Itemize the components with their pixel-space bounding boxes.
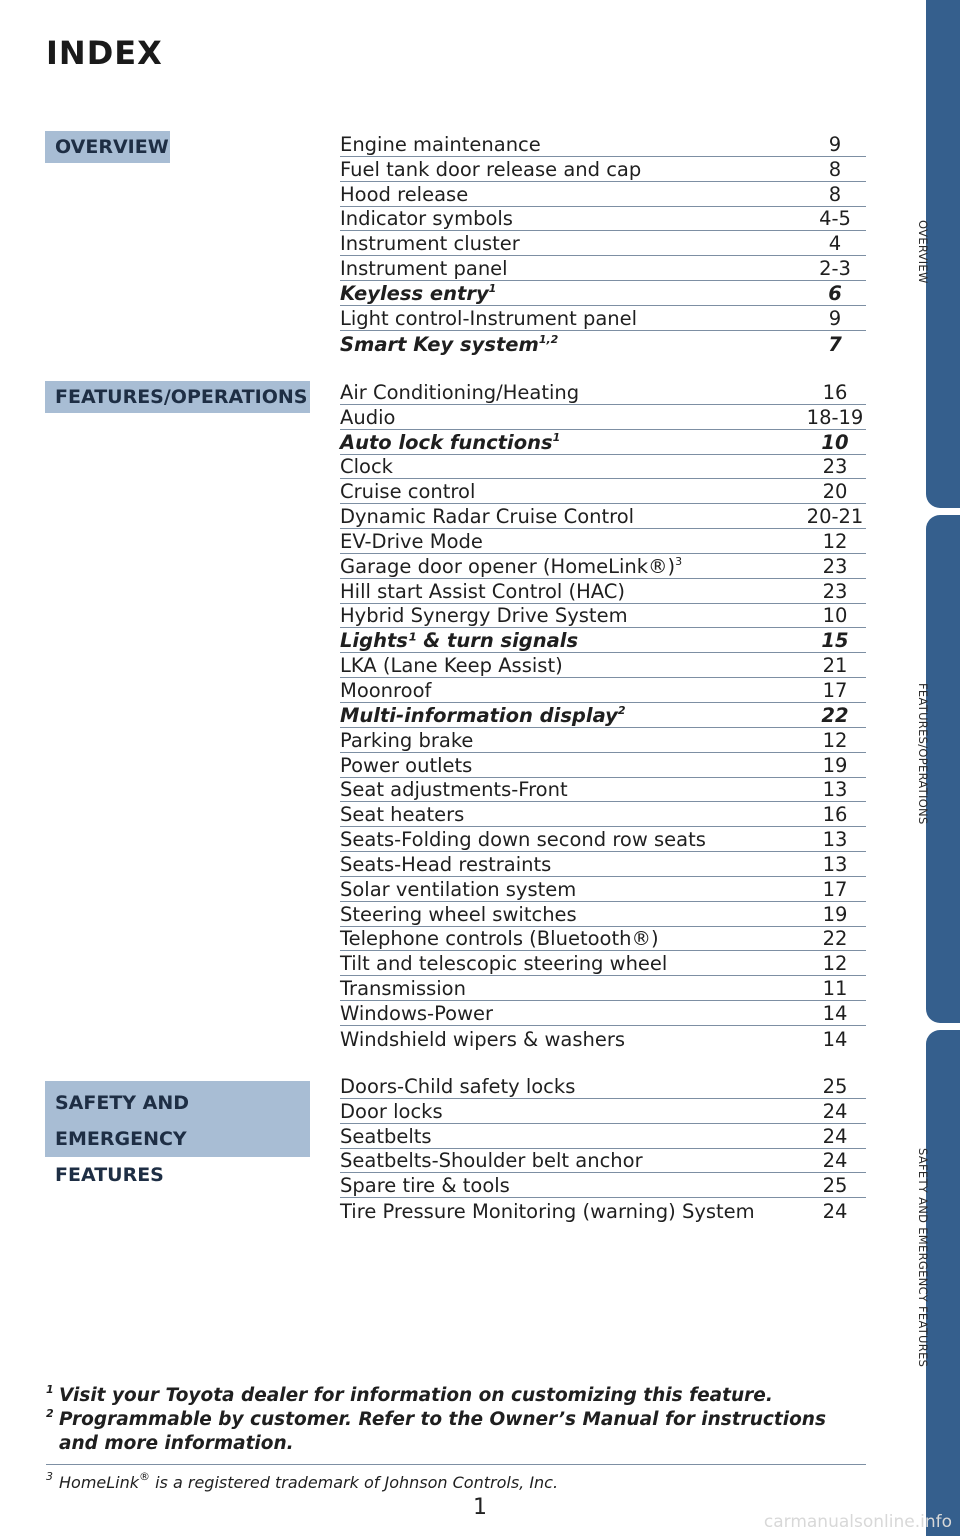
- index-entry: [340, 802, 866, 827]
- entry-label: [340, 927, 659, 950]
- entry-page-number: 12: [822, 952, 848, 976]
- entry-label: [340, 1174, 510, 1197]
- footnotes: [46, 1384, 870, 1495]
- entry-label: [340, 257, 508, 280]
- entry-page-number: 19: [822, 902, 848, 926]
- entry-page-number: 23: [822, 455, 848, 479]
- entry-text: Hood release: [340, 182, 469, 206]
- entry-text: LKA (Lane Keep Assist): [340, 654, 563, 678]
- entry-label: [340, 431, 560, 454]
- index-entry: [340, 430, 866, 455]
- index-entry: [340, 951, 866, 976]
- entry-text: Power outlets: [340, 753, 473, 777]
- footnote-number: 1: [46, 1383, 54, 1396]
- index-entry: [340, 1074, 866, 1099]
- entry-label: [340, 803, 464, 826]
- index-entry: [340, 703, 866, 728]
- index-entry: [340, 256, 866, 281]
- entry-text: Seat heaters: [340, 803, 465, 827]
- index-entry: [340, 1001, 866, 1026]
- entry-label: [340, 207, 513, 230]
- index-entry: [340, 653, 866, 678]
- page-title: INDEX: [46, 34, 163, 72]
- index-entry: [340, 231, 866, 256]
- index-entry: [340, 778, 866, 803]
- entry-page-number: 10: [821, 430, 849, 454]
- side-tab-overview[interactable]: [926, 0, 960, 508]
- entry-page-number: 18-19: [806, 405, 864, 429]
- index-entry: [340, 827, 866, 852]
- entry-label: [340, 828, 706, 851]
- footnote-2: [46, 1408, 870, 1456]
- entry-label: [340, 778, 568, 801]
- entry-page-number: 25: [822, 1074, 848, 1098]
- entry-text: Air Conditioning/Heating: [340, 380, 580, 404]
- entry-page-number: 4-5: [819, 207, 851, 231]
- side-label-safety: SAFETY AND EMERGENCY FEATURES: [916, 1148, 930, 1368]
- entry-label: [340, 555, 682, 578]
- entry-text: Solar ventilation system: [340, 877, 577, 901]
- entry-superscript: 1: [552, 430, 561, 444]
- footnote-text: is a registered trademark of Johnson Controls, Inc.: [150, 1473, 559, 1492]
- footnote-text: Visit your Toyota dealer for information on customizing this feature.: [59, 1385, 773, 1406]
- entry-superscript: 1,2: [538, 332, 559, 346]
- entry-label: [340, 307, 637, 330]
- entry-label: [340, 1002, 493, 1025]
- entry-page-number: 11: [822, 977, 848, 1001]
- index-entry: [340, 976, 866, 1001]
- entry-label: [340, 704, 626, 727]
- entry-label: [340, 1149, 643, 1172]
- side-label-features: FEATURES/OPERATIONS: [916, 683, 930, 825]
- entry-text: Windshield wipers & washers: [340, 1027, 626, 1051]
- entry-text: Seats-Head restraints: [340, 852, 552, 876]
- entry-page-number: 24: [822, 1149, 848, 1173]
- safety-entry-list: [340, 1074, 866, 1223]
- entry-text: Lights¹ & turn signals: [340, 629, 579, 653]
- entry-label: [340, 530, 483, 553]
- index-entry: [340, 1099, 866, 1124]
- index-entry: [340, 479, 866, 504]
- index-entry: [340, 455, 866, 480]
- entry-text: Clock: [340, 455, 393, 479]
- section-label-safety-line1: SAFETY AND: [55, 1092, 190, 1114]
- entry-page-number: 13: [822, 852, 848, 876]
- index-entry: [340, 281, 866, 306]
- entry-page-number: 10: [822, 604, 848, 628]
- registered-mark: ®: [139, 1470, 151, 1483]
- entry-label: [340, 903, 577, 926]
- entry-page-number: 24: [822, 1124, 848, 1148]
- entry-text: Seats-Folding down second row seats: [340, 828, 706, 852]
- index-entry: [340, 1198, 866, 1223]
- entry-page-number: 4: [828, 232, 842, 256]
- entry-text: Door locks: [340, 1099, 443, 1123]
- entry-text: Light control-Instrument panel: [340, 306, 638, 330]
- entry-page-number: 24: [822, 1200, 848, 1224]
- side-tab-safety[interactable]: [926, 1030, 960, 1536]
- entry-label: [340, 878, 576, 901]
- index-entry: [340, 877, 866, 902]
- entry-label: [340, 381, 579, 404]
- entry-text: Indicator symbols: [340, 207, 513, 231]
- entry-text: Keyless entry: [340, 281, 489, 305]
- entry-page-number: 13: [822, 828, 848, 852]
- entry-page-number: 20: [822, 480, 848, 504]
- index-entry: [340, 529, 866, 554]
- entry-page-number: 23: [822, 579, 848, 603]
- entry-text: Telephone controls (Bluetooth®): [340, 927, 659, 951]
- entry-label: [340, 133, 541, 156]
- index-entry: [340, 1026, 866, 1051]
- entry-text: Seatbelts: [340, 1124, 432, 1148]
- entry-label: [340, 505, 634, 528]
- entry-text: Cruise control: [340, 480, 476, 504]
- footnote-number: 2: [46, 1407, 54, 1420]
- entry-label: [340, 629, 578, 652]
- entry-text: Spare tire & tools: [340, 1174, 510, 1198]
- index-entry: [340, 628, 866, 653]
- index-entry: [340, 405, 866, 430]
- entry-label: [340, 654, 563, 677]
- entry-label: [340, 480, 475, 503]
- footnote-brand: HomeLink: [59, 1473, 140, 1492]
- entry-text: Doors-Child safety locks: [340, 1074, 576, 1098]
- entry-text: Instrument cluster: [340, 232, 520, 256]
- index-entry: [340, 604, 866, 629]
- entry-page-number: 2-3: [819, 257, 851, 281]
- entry-label: [340, 282, 496, 305]
- entry-text: Tire Pressure Monitoring (warning) System: [340, 1200, 755, 1224]
- entry-page-number: 22: [822, 927, 848, 951]
- index-entry: [340, 306, 866, 331]
- side-tab-features[interactable]: [926, 515, 960, 1023]
- entry-text: Moonroof: [340, 678, 432, 702]
- footnote-divider: [46, 1464, 866, 1465]
- entry-label: [340, 1100, 443, 1123]
- entry-label: [340, 1200, 755, 1223]
- section-label-features: FEATURES/OPERATIONS: [45, 381, 310, 413]
- entry-text: Steering wheel switches: [340, 902, 577, 926]
- entry-label: [340, 183, 468, 206]
- entry-page-number: 23: [822, 554, 848, 578]
- entry-label: [340, 679, 431, 702]
- index-entry: [340, 927, 866, 952]
- entry-page-number: 12: [822, 728, 848, 752]
- entry-label: [340, 1075, 575, 1098]
- entry-page-number: 16: [822, 803, 848, 827]
- entry-page-number: 14: [822, 1027, 848, 1051]
- index-entry: [340, 902, 866, 927]
- entry-text: Garage door opener (HomeLink®): [340, 554, 676, 578]
- section-label-overview: OVERVIEW: [45, 131, 170, 163]
- index-entry: [340, 1149, 866, 1174]
- entry-text: Seatbelts-Shoulder belt anchor: [340, 1149, 643, 1173]
- index-entry: [340, 331, 866, 356]
- entry-page-number: 6: [828, 281, 842, 305]
- entry-page-number: 14: [822, 1001, 848, 1025]
- entry-text: Seat adjustments-Front: [340, 778, 568, 802]
- index-entry: [340, 182, 866, 207]
- entry-label: [340, 952, 667, 975]
- footnote-3: [46, 1471, 870, 1495]
- entry-text: Auto lock functions: [340, 430, 553, 454]
- entry-page-number: 24: [822, 1099, 848, 1123]
- entry-page-number: 17: [822, 678, 848, 702]
- side-label-overview: OVERVIEW: [916, 220, 930, 284]
- entry-text: Engine maintenance: [340, 132, 541, 156]
- index-entry: [340, 380, 866, 405]
- index-entry: [340, 132, 866, 157]
- section-label-safety: [45, 1081, 310, 1186]
- entry-text: Multi-information display: [340, 703, 618, 727]
- index-entry: [340, 678, 866, 703]
- watermark: carmanualsonline.info: [763, 1512, 952, 1532]
- entry-text: Audio: [340, 405, 396, 429]
- entry-label: [340, 853, 551, 876]
- entry-page-number: 13: [822, 778, 848, 802]
- entry-label: [340, 729, 473, 752]
- features-entry-list: [340, 380, 866, 1051]
- entry-label: [340, 580, 625, 603]
- entry-text: Hybrid Synergy Drive System: [340, 604, 628, 628]
- entry-label: [340, 754, 472, 777]
- entry-superscript: 2: [617, 703, 626, 717]
- section-label-safety-line2: EMERGENCY FEATURES: [55, 1128, 187, 1186]
- entry-label: [340, 406, 395, 429]
- entry-page-number: 20-21: [806, 505, 864, 529]
- entry-label: [340, 977, 466, 1000]
- entry-page-number: 15: [821, 629, 849, 653]
- entry-text: Hill start Assist Control (HAC): [340, 579, 625, 603]
- entry-page-number: 9: [828, 306, 842, 330]
- page-number: 1: [473, 1495, 487, 1520]
- entry-page-number: 8: [828, 182, 842, 206]
- index-entry: [340, 504, 866, 529]
- entry-page-number: 17: [822, 877, 848, 901]
- entry-page-number: 16: [822, 380, 848, 404]
- entry-label: [340, 333, 558, 356]
- entry-text: Instrument panel: [340, 257, 508, 281]
- index-entry: [340, 157, 866, 182]
- entry-text: Fuel tank door release and cap: [340, 157, 642, 181]
- index-entry: [340, 1173, 866, 1198]
- entry-text: Transmission: [340, 977, 466, 1001]
- entry-text: Smart Key system: [340, 332, 539, 356]
- entry-text: Tilt and telescopic steering wheel: [340, 952, 668, 976]
- entry-page-number: 21: [822, 654, 848, 678]
- entry-text: Dynamic Radar Cruise Control: [340, 505, 635, 529]
- entry-label: [340, 1028, 625, 1051]
- entry-superscript: 3: [675, 554, 683, 568]
- entry-text: Parking brake: [340, 728, 474, 752]
- entry-page-number: 12: [822, 529, 848, 553]
- index-entry: [340, 852, 866, 877]
- entry-label: [340, 232, 520, 255]
- entry-superscript: 1: [488, 281, 497, 295]
- footnote-1: [46, 1384, 870, 1408]
- index-entry: [340, 1124, 866, 1149]
- entry-label: [340, 604, 628, 627]
- entry-label: [340, 158, 641, 181]
- index-entry: [340, 207, 866, 232]
- entry-label: [340, 1125, 432, 1148]
- entry-text: Windows-Power: [340, 1001, 494, 1025]
- footnote-text: Programmable by customer. Refer to the Owner’s Manual for instructions and more information.: [59, 1409, 826, 1454]
- entry-page-number: 9: [828, 132, 842, 156]
- entry-page-number: 7: [828, 332, 842, 356]
- footnote-number: 3: [46, 1470, 53, 1483]
- index-entry: [340, 579, 866, 604]
- entry-page-number: 19: [822, 753, 848, 777]
- index-entry: [340, 753, 866, 778]
- entry-page-number: 8: [828, 157, 842, 181]
- entry-text: EV-Drive Mode: [340, 529, 483, 553]
- overview-entry-list: [340, 132, 866, 356]
- entry-label: [340, 455, 393, 478]
- index-entry: [340, 554, 866, 579]
- index-entry: [340, 728, 866, 753]
- entry-page-number: 25: [822, 1174, 848, 1198]
- entry-page-number: 22: [821, 703, 849, 727]
